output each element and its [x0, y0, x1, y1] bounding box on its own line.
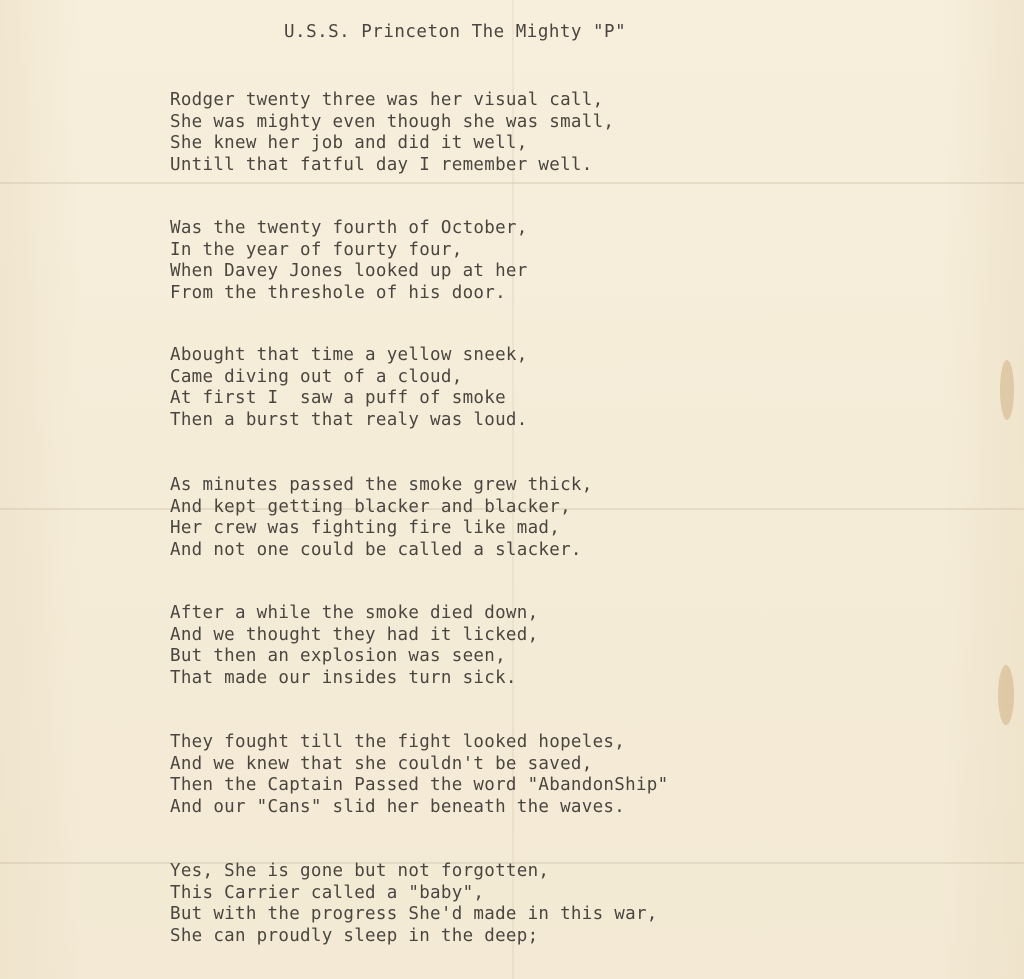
page-title: U.S.S. Princeton The Mighty "P": [284, 22, 627, 42]
poem-line: Was the twenty fourth of October,: [170, 218, 528, 238]
poem-line: Then the Captain Passed the word "AbandonShip": [170, 775, 669, 795]
poem-line: In the year of fourty four,: [170, 239, 463, 260]
paper-stain: [998, 665, 1014, 725]
stanza-5: [170, 603, 810, 689]
poem-line: Came diving out of a cloud,: [170, 366, 463, 387]
poem-line: And kept getting blacker and blacker,: [170, 496, 571, 517]
poem-line: But then an explosion was seen,: [170, 646, 506, 666]
stanza-1: [170, 90, 810, 176]
poem-line: And not one could be called a slacker.: [170, 539, 582, 560]
poem-line: As minutes passed the smoke grew thick,: [170, 475, 593, 495]
paper-stain: [1000, 360, 1014, 420]
poem-line: Yes, She is gone but not forgotten,: [170, 861, 550, 881]
poem-line: Rodger twenty three was her visual call,: [170, 90, 604, 110]
poem-line: She can proudly sleep in the deep;: [170, 925, 539, 946]
poem-line: After a while the smoke died down,: [170, 603, 539, 623]
poem-line: And our "Cans" slid her beneath the waves.: [170, 796, 626, 817]
poem-line: They fought till the fight looked hopeles,: [170, 732, 626, 752]
stanza-3: [170, 345, 810, 431]
poem-line: And we knew that she couldn't be saved,: [170, 753, 593, 774]
poem-line: Untill that fatful day I remember well.: [170, 154, 593, 175]
stanza-4: [170, 475, 810, 561]
stanza-2: [170, 218, 810, 304]
poem-line: Then a burst that realy was loud.: [170, 409, 528, 430]
stanza-6: [170, 732, 810, 818]
poem-line: This Carrier called a "baby",: [170, 882, 485, 903]
poem-line: From the threshole of his door.: [170, 282, 506, 303]
poem-line: She knew her job and did it well,: [170, 133, 528, 153]
poem-line: Abought that time a yellow sneek,: [170, 345, 528, 365]
poem-line: But with the progress She'd made in this war,: [170, 904, 658, 924]
poem-line: When Davey Jones looked up at her: [170, 261, 528, 281]
poem-line: Her crew was fighting fire like mad,: [170, 518, 561, 538]
poem-line: And we thought they had it licked,: [170, 624, 539, 645]
poem-line: She was mighty even though she was small,: [170, 111, 615, 132]
poem-line: At first I saw a puff of smoke: [170, 388, 506, 408]
stanza-7: [170, 861, 810, 947]
poem-line: That made our insides turn sick.: [170, 667, 517, 688]
